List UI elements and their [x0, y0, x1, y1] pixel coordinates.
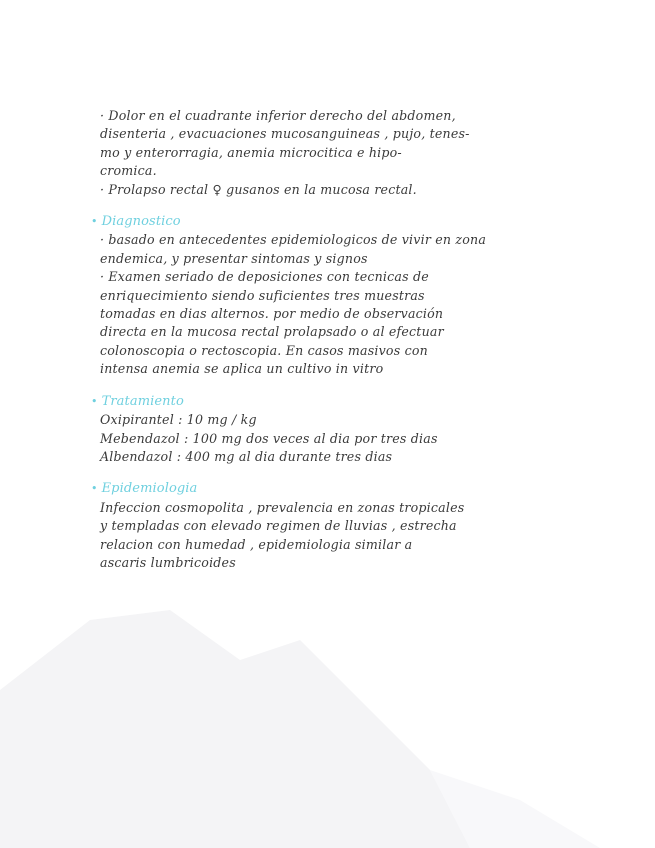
- background-shadow-shape: [0, 610, 470, 848]
- note-line: · Dolor en el cuadrante inferior derecho del abdomen,: [100, 108, 456, 123]
- heading-bullet-icon: •: [91, 215, 98, 229]
- note-line: intensa anemia se aplica un cultivo in vitro: [100, 361, 384, 377]
- note-line: mo y enterorragia, anemia microcitica e hipo-: [100, 144, 402, 160]
- note-line: disenteria , evacuaciones mucosanguineas , pujo, tenes-: [100, 126, 470, 142]
- epidemiology-section: [91, 480, 480, 572]
- note-line: y templadas con elevado regimen de lluvias , estrecha: [100, 518, 457, 534]
- handwritten-notes: [91, 107, 487, 572]
- section-heading-treatment: [91, 393, 480, 411]
- note-line: Mebendazol : 100 mg dos veces al dia por tres dias: [100, 430, 438, 446]
- note-line: Albendazol : 400 mg al dia durante tres dias: [100, 448, 393, 464]
- note-line: tomadas en dias alternos. por medio de observación: [100, 306, 444, 322]
- note-line: colonoscopia o rectoscopia. En casos masivos con: [100, 342, 428, 358]
- note-line: Infeccion cosmopolita , prevalencia en zonas tropicales: [100, 499, 465, 515]
- heading-text: Tratamiento: [101, 393, 184, 409]
- symptoms-section: [100, 107, 480, 199]
- note-line: cromica.: [100, 163, 157, 179]
- note-line: ascaris lumbricoides: [100, 554, 236, 570]
- note-line: directa en la mucosa rectal prolapsado o al efectuar: [100, 324, 444, 340]
- note-line: enriquecimiento siendo suficientes tres muestras: [100, 287, 425, 303]
- note-line: Oxipirantel : 10 mg / kg: [100, 412, 257, 428]
- section-heading-epidemiology: [91, 480, 480, 498]
- section-heading-diagnosis: [91, 213, 480, 231]
- heading-text: Epidemiologia: [101, 481, 198, 497]
- treatment-section: [91, 393, 480, 467]
- note-line: relacion con humedad , epidemiologia similar a: [100, 536, 413, 552]
- diagnosis-section: [91, 213, 487, 379]
- note-line: · Prolapso rectal ♀ gusanos en la mucosa rectal.: [100, 181, 417, 197]
- note-line: · basado en antecedentes epidemiologicos de vivir en zona: [100, 232, 487, 248]
- heading-bullet-icon: •: [91, 394, 98, 408]
- heading-bullet-icon: •: [91, 482, 98, 496]
- note-line: · Examen seriado de deposiciones con tecnicas de: [100, 269, 429, 285]
- note-line: endemica, y presentar sintomas y signos: [100, 250, 368, 266]
- background-shadow-shape-light: [430, 770, 600, 848]
- heading-text: Diagnostico: [101, 214, 181, 230]
